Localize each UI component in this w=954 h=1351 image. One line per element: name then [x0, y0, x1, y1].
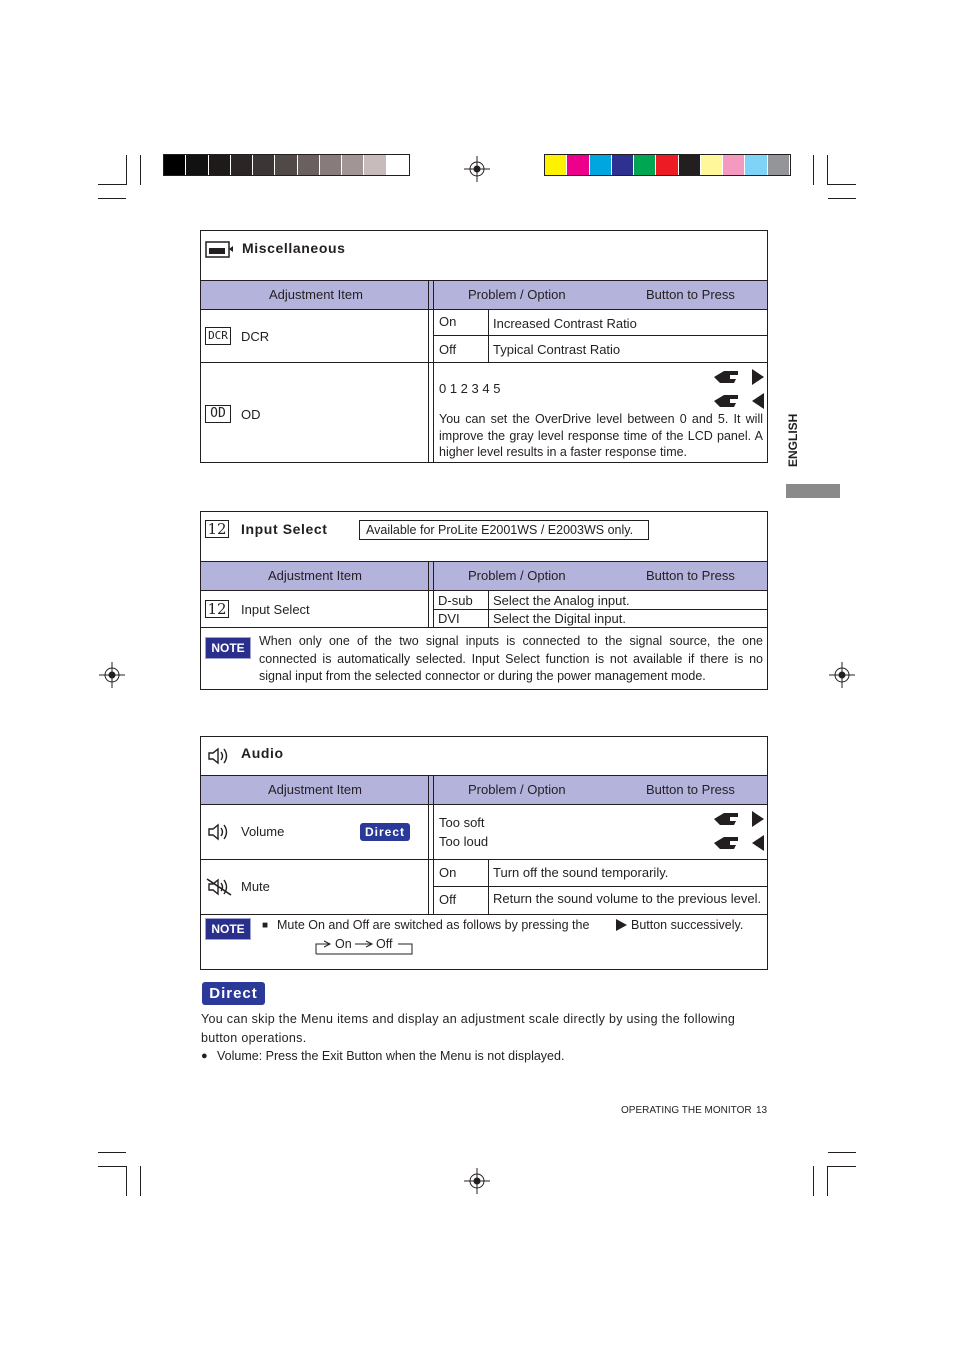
- dsub-option: D-sub: [438, 593, 473, 608]
- color-swatch: [231, 155, 252, 175]
- dvi-desc: Select the Digital input.: [493, 611, 626, 626]
- input-select-section: [200, 511, 768, 690]
- mute-on-desc: Turn off the sound temporarily.: [493, 865, 669, 880]
- registration-mark-icon: [464, 1168, 490, 1194]
- color-swatch: [164, 155, 185, 175]
- color-swatch: [656, 155, 677, 175]
- miscellaneous-icon: [205, 241, 233, 259]
- color-swatch: [590, 155, 611, 175]
- section-title: Miscellaneous: [242, 240, 346, 256]
- pointing-hand-left-icon: [712, 833, 766, 853]
- direct-volume-instruction: Volume: Press the Exit Button when the Menu is not displayed.: [217, 1049, 565, 1063]
- color-swatch: [275, 155, 296, 175]
- color-swatch: [298, 155, 319, 175]
- od-label: OD: [241, 407, 261, 422]
- cycle-off-label: Off: [376, 937, 393, 951]
- dcr-on-desc: Increased Contrast Ratio: [493, 316, 637, 331]
- dcr-off-option: Off: [439, 342, 457, 357]
- dvi-option: DVI: [438, 611, 460, 626]
- process-color-bar: [544, 154, 791, 176]
- section-title: Audio: [241, 745, 284, 761]
- mute-note-text-end: Button successively.: [631, 918, 744, 932]
- cycle-on-label: On: [335, 937, 352, 951]
- color-swatch: [209, 155, 230, 175]
- grayscale-color-bar: [163, 154, 410, 176]
- dsub-desc: Select the Analog input.: [493, 593, 630, 608]
- mute-on-option: On: [439, 865, 457, 880]
- volume-label: Volume: [241, 824, 285, 839]
- color-swatch: [634, 155, 655, 175]
- section-title: Input Select: [241, 521, 328, 537]
- pointing-hand-right-icon: [712, 809, 766, 829]
- color-swatch: [186, 155, 207, 175]
- too-loud-option: Too loud: [439, 834, 489, 849]
- mute-note-text: Mute On and Off are switched as follows by pressing the: [277, 918, 590, 932]
- color-swatch: [701, 155, 722, 175]
- color-swatch: [387, 155, 408, 175]
- color-swatch: [612, 155, 633, 175]
- color-swatch: [567, 155, 588, 175]
- pointing-hand-left-icon: [712, 391, 766, 411]
- registration-mark-icon: [829, 662, 855, 688]
- misc-section: [200, 230, 768, 463]
- dcr-label: DCR: [241, 329, 270, 344]
- color-swatch: [679, 155, 700, 175]
- color-swatch: [364, 155, 385, 175]
- od-levels: 0 1 2 3 4 5: [439, 381, 501, 396]
- registration-mark-icon: [464, 156, 490, 182]
- page-number: 13: [756, 1105, 768, 1116]
- volume-speaker-icon: [206, 822, 230, 842]
- input-select-row-icon: 12: [205, 600, 229, 618]
- availability-note: Available for ProLite E2001WS / E2003WS only.: [359, 520, 649, 540]
- language-tab: [786, 484, 840, 498]
- input-select-note: When only one of the two signal inputs is connected to the signal source, the one connected is automatically selected. Input Select function is not available if there is no signal input from the selected connector or during the power management mode.: [259, 634, 763, 683]
- direct-description: You can skip the Menu items and display an adjustment scale directly by using the following button operations.: [201, 1012, 736, 1045]
- dcr-off-desc: Typical Contrast Ratio: [493, 342, 621, 357]
- table-header: [201, 280, 767, 310]
- toggle-cycle-diagram: [314, 936, 414, 958]
- note-bullet: ■: [262, 920, 269, 931]
- color-swatch: [723, 155, 744, 175]
- color-swatch: [545, 155, 566, 175]
- input-select-icon: 12: [205, 520, 229, 538]
- dcr-on-option: On: [439, 314, 457, 329]
- color-swatch: [320, 155, 341, 175]
- color-swatch: [768, 155, 789, 175]
- dcr-icon: DCR: [205, 327, 231, 345]
- input-select-label: Input Select: [241, 602, 310, 617]
- header-problem-option: Problem / Option: [468, 287, 566, 302]
- footer-section-label: OPERATING THE MONITOR: [621, 1105, 752, 1116]
- mute-off-desc: Return the sound volume to the previous level.: [493, 891, 762, 906]
- color-swatch: [342, 155, 363, 175]
- mute-label: Mute: [241, 879, 270, 894]
- right-triangle-icon: [616, 919, 627, 931]
- pointing-hand-right-icon: [712, 367, 766, 387]
- header-adjustment-item: Adjustment Item: [268, 782, 362, 797]
- mute-speaker-icon: [206, 877, 232, 897]
- od-icon: OD: [205, 405, 231, 423]
- table-header: [201, 561, 767, 591]
- too-soft-option: Too soft: [439, 815, 485, 830]
- note-badge: NOTE: [205, 918, 251, 940]
- header-problem-option: Problem / Option: [468, 568, 566, 583]
- registration-mark-icon: [99, 662, 125, 688]
- mute-off-option: Off: [439, 892, 457, 907]
- header-button-to-press: Button to Press: [646, 782, 735, 797]
- header-button-to-press: Button to Press: [646, 287, 735, 302]
- note-badge: NOTE: [205, 637, 251, 659]
- color-swatch: [253, 155, 274, 175]
- od-description: You can set the OverDrive level between 0 and 5. It will improve the gray level response time of the LCD panel. A higher level results in a faster response time.: [439, 412, 763, 459]
- speaker-icon: [206, 746, 230, 766]
- header-problem-option: Problem / Option: [468, 782, 566, 797]
- language-label: ENGLISH: [786, 413, 800, 467]
- header-adjustment-item: Adjustment Item: [268, 568, 362, 583]
- color-swatch: [745, 155, 766, 175]
- header-adjustment-item: Adjustment Item: [269, 287, 363, 302]
- bullet-icon: ●: [201, 1050, 208, 1062]
- audio-section: [200, 736, 768, 970]
- header-button-to-press: Button to Press: [646, 568, 735, 583]
- table-header: [201, 775, 767, 805]
- direct-badge: Direct: [360, 823, 410, 841]
- direct-heading-badge: Direct: [202, 982, 265, 1005]
